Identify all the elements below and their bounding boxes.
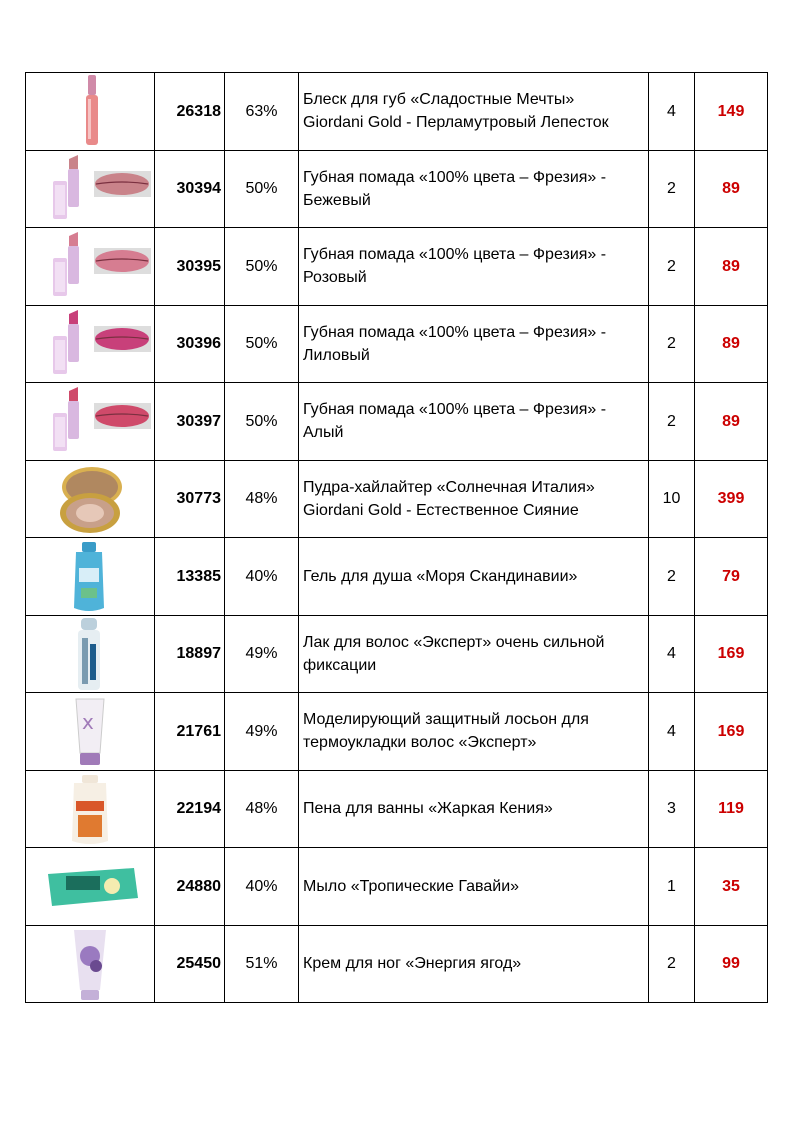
product-code: 21761 (155, 693, 225, 771)
discount-percent: 49% (225, 615, 299, 693)
quantity: 4 (649, 73, 695, 151)
quantity: 4 (649, 615, 695, 693)
discount-percent: 50% (225, 305, 299, 383)
product-code: 18897 (155, 615, 225, 693)
product-image-cell (26, 305, 155, 383)
price: 99 (695, 925, 768, 1003)
price: 149 (695, 73, 768, 151)
discount-percent: 48% (225, 460, 299, 538)
product-name-line2: Бежевый (303, 191, 371, 209)
product-code: 24880 (155, 848, 225, 926)
price: 119 (695, 770, 768, 848)
price: 169 (695, 615, 768, 693)
discount-percent: 49% (225, 693, 299, 771)
product-image-cell (26, 770, 155, 848)
quantity: 2 (649, 383, 695, 461)
svg-text:x: x (82, 710, 94, 734)
product-name-line2: Giordani Gold - Перламутровый Лепесток (303, 114, 609, 132)
product-table (25, 72, 768, 1003)
quantity: 1 (649, 848, 695, 926)
product-name-line1: Гель для душа «Моря Скандинавии» (303, 567, 578, 585)
product-image-cell (26, 693, 155, 771)
product-name (299, 73, 649, 151)
product-name-line1: Крем для ног «Энергия ягод» (303, 955, 522, 973)
product-image-cell (26, 925, 155, 1003)
product-image-cell (26, 383, 155, 461)
product-name-line2: термоукладки волос «Эксперт» (303, 734, 537, 752)
discount-percent: 50% (225, 228, 299, 306)
price: 89 (695, 305, 768, 383)
product-image-cell (26, 460, 155, 538)
product-image-cell (26, 848, 155, 926)
product-name-line2: Лиловый (303, 346, 370, 364)
product-image-cell (26, 615, 155, 693)
quantity: 2 (649, 150, 695, 228)
product-name (299, 693, 649, 771)
table-row (26, 383, 768, 461)
product-name-line2: Розовый (303, 269, 367, 287)
product-name (299, 228, 649, 306)
product-name (299, 925, 649, 1003)
product-code: 30773 (155, 460, 225, 538)
table-row (26, 228, 768, 306)
table-row (26, 305, 768, 383)
product-image-cell (26, 150, 155, 228)
discount-percent: 40% (225, 538, 299, 616)
discount-percent: 63% (225, 73, 299, 151)
price: 35 (695, 848, 768, 926)
discount-percent: 48% (225, 770, 299, 848)
product-code: 30396 (155, 305, 225, 383)
product-name (299, 383, 649, 461)
product-name-line1: Губная помада «100% цвета – Фрезия» - (303, 323, 607, 341)
product-name-line1: Блеск для губ «Сладостные Мечты» (303, 91, 575, 109)
discount-percent: 51% (225, 925, 299, 1003)
table-row (26, 150, 768, 228)
product-image-cell (26, 228, 155, 306)
quantity: 2 (649, 925, 695, 1003)
product-name-line1: Пудра-хайлайтер «Солнечная Италия» (303, 478, 595, 496)
table-row (26, 73, 768, 151)
discount-percent: 50% (225, 150, 299, 228)
product-name (299, 305, 649, 383)
quantity: 2 (649, 305, 695, 383)
discount-percent: 50% (225, 383, 299, 461)
product-name (299, 848, 649, 926)
product-name (299, 615, 649, 693)
product-name-line1: Губная помада «100% цвета – Фрезия» - (303, 246, 607, 264)
table-row (26, 615, 768, 693)
price: 89 (695, 383, 768, 461)
product-name-line1: Губная помада «100% цвета – Фрезия» - (303, 168, 607, 186)
quantity: 3 (649, 770, 695, 848)
product-name-line1: Лак для волос «Эксперт» очень сильной (303, 633, 605, 651)
price: 169 (695, 693, 768, 771)
discount-percent: 40% (225, 848, 299, 926)
price: 79 (695, 538, 768, 616)
quantity: 2 (649, 228, 695, 306)
product-image-cell (26, 538, 155, 616)
quantity: 2 (649, 538, 695, 616)
product-name-line2: Алый (303, 424, 344, 442)
quantity: 4 (649, 693, 695, 771)
product-name-line1: Пена для ванны «Жаркая Кения» (303, 800, 553, 818)
product-name (299, 150, 649, 228)
product-name (299, 538, 649, 616)
product-code: 13385 (155, 538, 225, 616)
product-name-line1: Мыло «Тропические Гавайи» (303, 877, 520, 895)
product-name (299, 460, 649, 538)
price: 399 (695, 460, 768, 538)
product-name-line2: фиксации (303, 656, 377, 674)
table-row (26, 538, 768, 616)
product-code: 26318 (155, 73, 225, 151)
price: 89 (695, 150, 768, 228)
quantity: 10 (649, 460, 695, 538)
price: 89 (695, 228, 768, 306)
table-row (26, 848, 768, 926)
product-name (299, 770, 649, 848)
product-name-line1: Моделирующий защитный лосьон для (303, 711, 589, 729)
table-row (26, 925, 768, 1003)
product-code: 30395 (155, 228, 225, 306)
product-code: 25450 (155, 925, 225, 1003)
table-row (26, 460, 768, 538)
table-row (26, 770, 768, 848)
product-image-cell (26, 73, 155, 151)
product-code: 30394 (155, 150, 225, 228)
product-name-line2: Giordani Gold - Естественное Сияние (303, 501, 579, 519)
product-code: 30397 (155, 383, 225, 461)
product-code: 22194 (155, 770, 225, 848)
table-row (26, 693, 768, 771)
product-name-line1: Губная помада «100% цвета – Фрезия» - (303, 401, 607, 419)
